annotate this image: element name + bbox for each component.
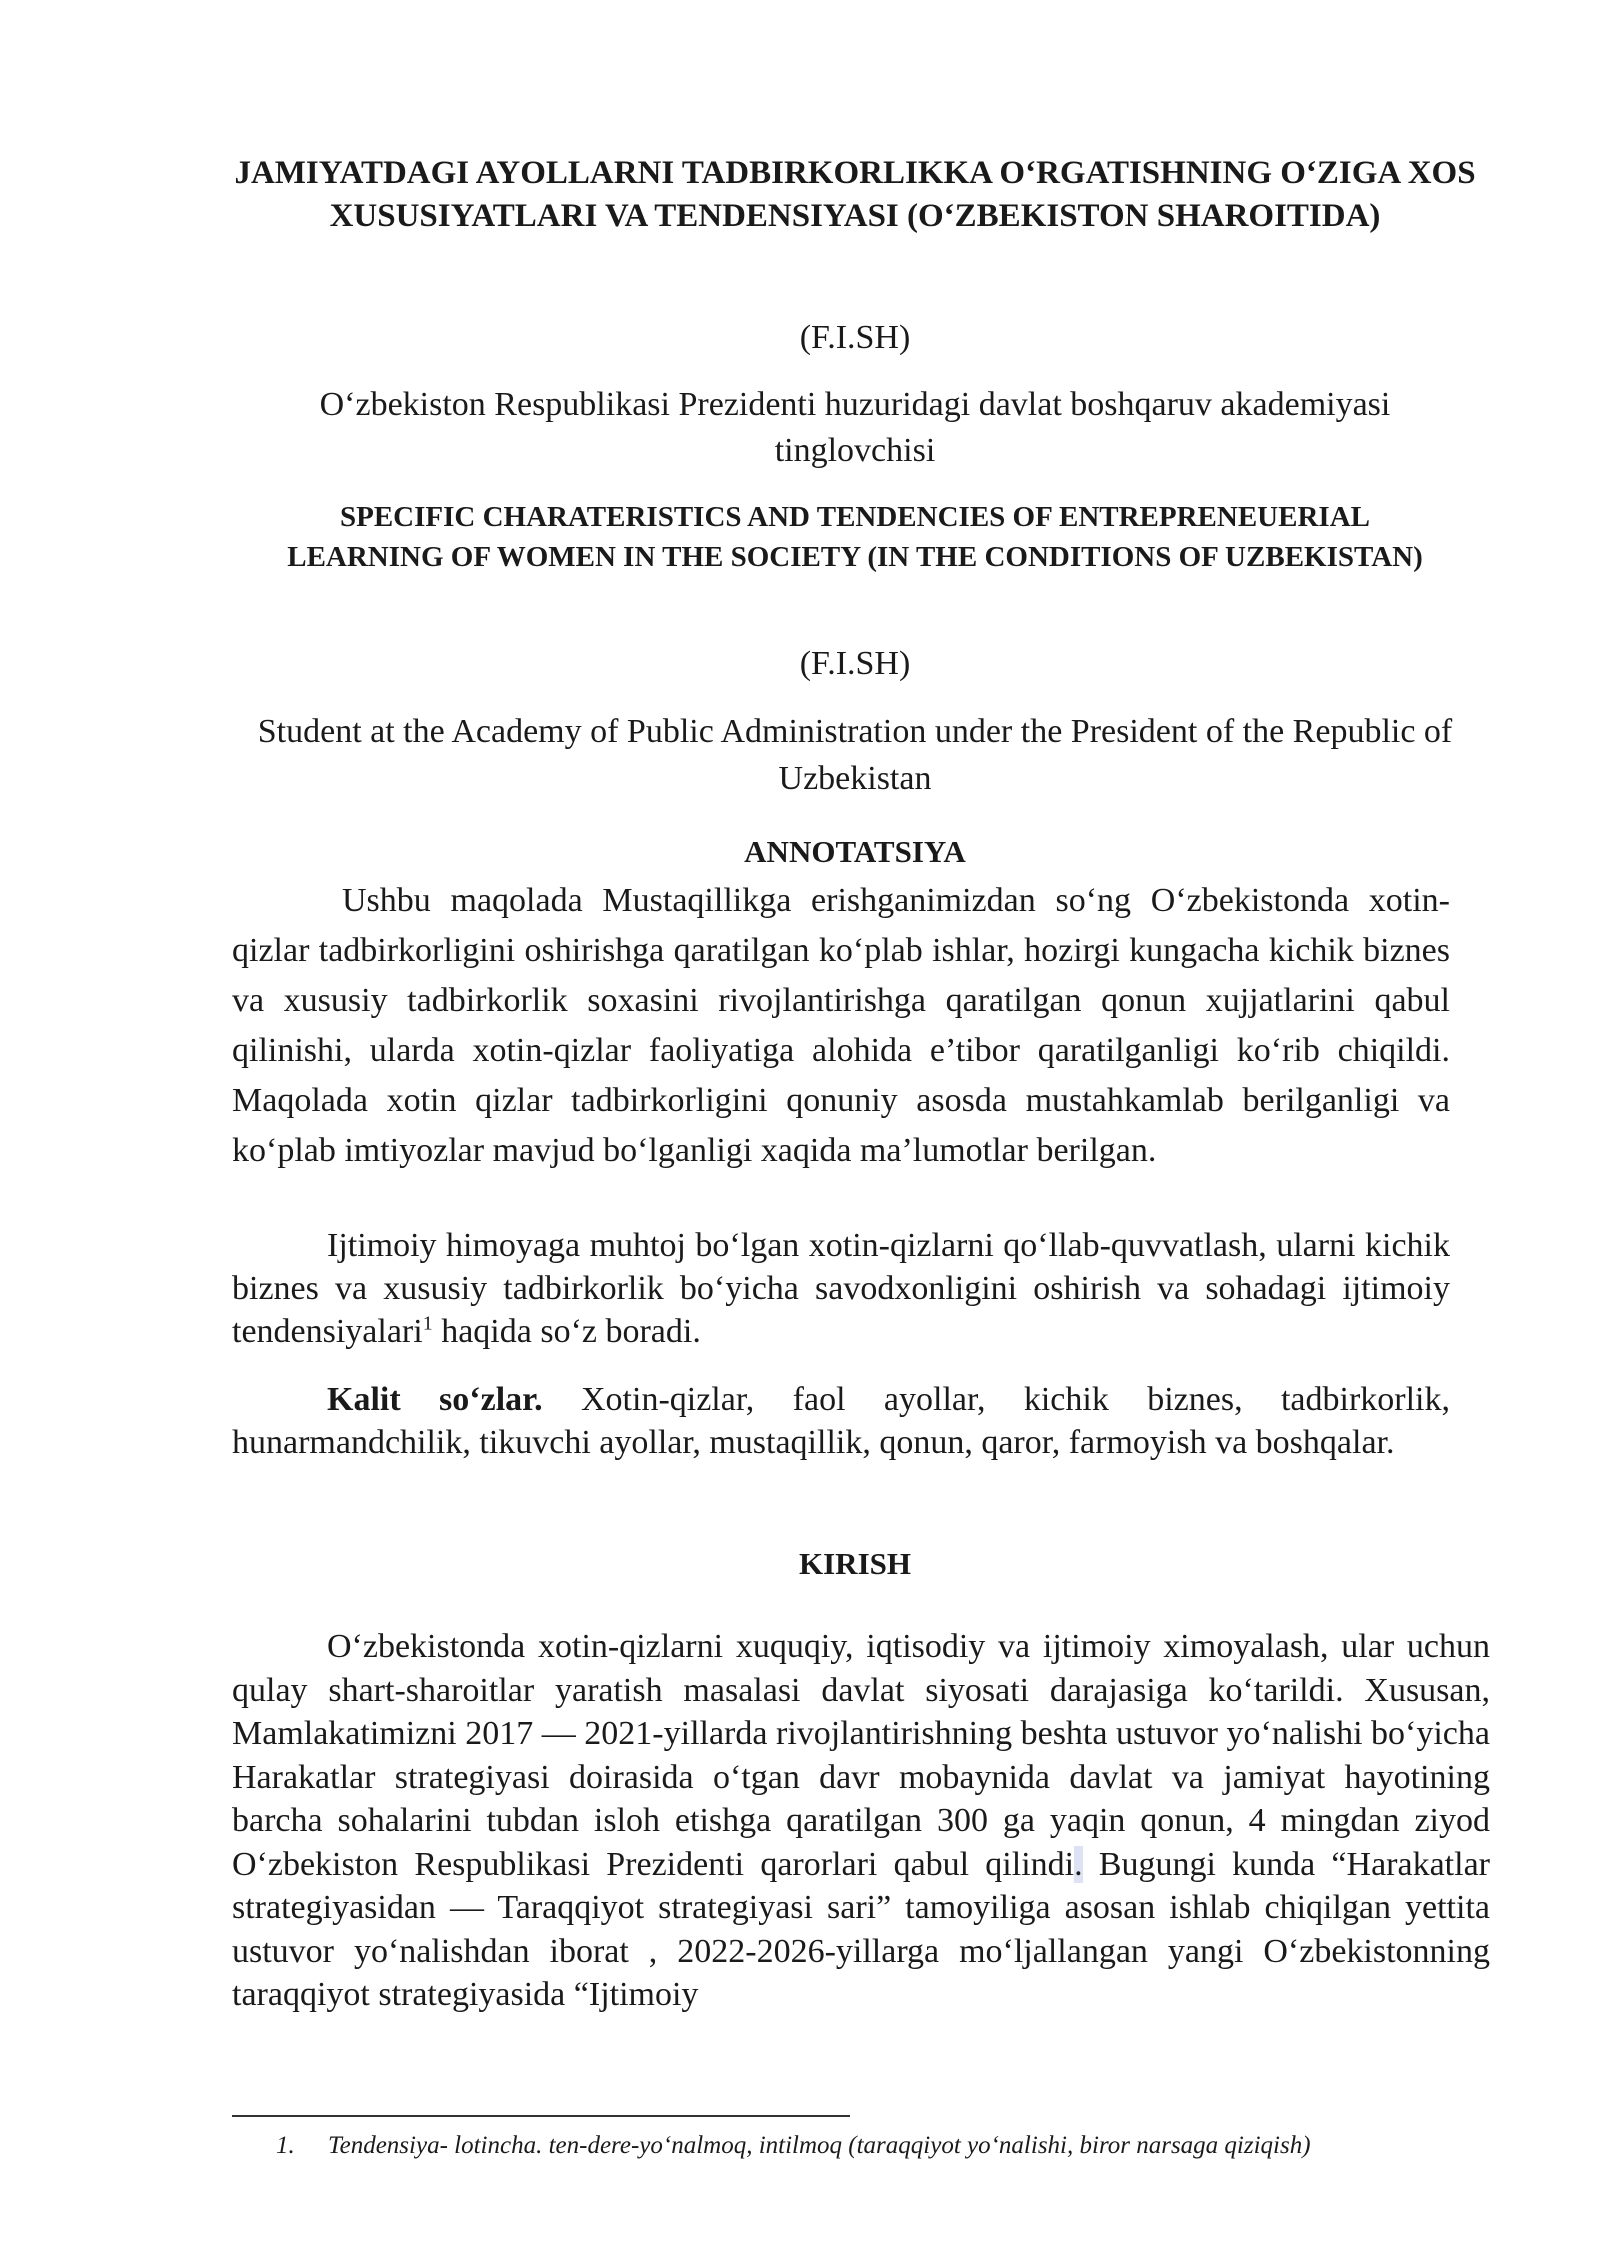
introduction-heading: KIRISH <box>799 1546 911 1581</box>
author-name-uz: (F.I.SH) <box>799 319 911 356</box>
annotation-heading: ANNOTATSIYA <box>744 834 966 869</box>
annotation-paragraph-2-tail: haqida so‘z boradi. <box>432 1313 701 1350</box>
annotation-paragraph-1: Ushbu maqolada Mustaqillikga erishganimizdan so‘ng O‘zbekistonda xotin-qizlar tadbirkorligini oshirishga qaratilgan ko‘plab ishlar, hozirgi kungacha kichik biznes va xususiy tadbirkorlik soxasini rivojlantirishga qaratilgan qonun xujjatlarini qabul qilinishi, ularda xotin-qizlar faoliyatiga alohida e’tibor qaratilganligi ko‘rib chiqildi. Maqolada xotin qizlar tadbirkorligini qonuniy asosda mustahkamlab berilganligi va ko‘plab imtiyozlar mavjud bo‘lganligi xaqida ma’lumotlar berilgan. <box>232 882 1450 1169</box>
footnote-reference[interactable]: 1 <box>422 1312 433 1335</box>
annotation-paragraph-2-text: Ijtimoiy himoyaga muhtoj bo‘lgan xotin-qizlarni qo‘llab-quvvatlash, ularni kichik biznes va xususiy tadbirkorlik bo‘yicha savodxonligini oshirish va sohadagi ijtimoiy tendensiyalari <box>232 1227 1450 1350</box>
keywords-label: Kalit so‘zlar. <box>327 1381 543 1418</box>
text-selection-highlight[interactable]: . <box>1074 1845 1083 1883</box>
footnote-text: Tendensiya- lotincha. ten-dere-yo‘nalmoq, intilmoq (taraqqiyot yo‘nalishi, biror narsaga qiziqish) <box>328 2132 1311 2159</box>
author-affiliation-uz: O‘zbekiston Respublikasi Prezidenti huzuridagi davlat boshqaruv akademiyasi tinglovchisi <box>319 386 1391 469</box>
author-affiliation-en: Student at the Academy of Public Administration under the President of the Republic of Uzbekistan <box>257 713 1453 797</box>
footnote <box>278 2128 1428 2164</box>
annotation-paragraph-2 <box>232 1224 1450 1353</box>
article-title-en: SPECIFIC CHARATERISTICS AND TENDENCIES OF ENTREPRENEUERIAL LEARNING OF WOMEN IN THE SOCIETY (IN THE CONDITIONS OF UZBEKISTAN) <box>287 501 1423 573</box>
introduction-paragraph <box>232 1625 1490 2017</box>
footnote-separator <box>232 2115 850 2117</box>
keywords-paragraph <box>232 1378 1450 1464</box>
introduction-text-part-2: Bugungi kunda “Harakatlar strategiyasidan — Taraqqiyot strategiyasi sari” tamoyiliga asosan ishlab chiqilgan yettita ustuvor yo‘nalishdan iborat , 2022-2026-yillarga mo‘ljallangan yangi O‘zbekistonning taraqqiyot strategiyasida “Ijtimoiy <box>232 1845 1490 2013</box>
article-title-uz: JAMIYATDAGI AYOLLARNI TADBIRKORLIKKA O‘RGATISHNING O‘ZIGA XOS XUSUSIYATLARI VA TENDENSIYASI (O‘ZBEKISTON SHAROITIDA) <box>234 155 1476 234</box>
keywords-text: Xotin-qizlar, faol ayollar, kichik biznes, tadbirkorlik, hunarmandchilik, tikuvchi ayollar, mustaqillik, qonun, qaror, farmoyish va boshqalar. <box>232 1381 1450 1461</box>
introduction-text-part-1: O‘zbekistonda xotin-qizlarni xuquqiy, iqtisodiy va ijtimoiy ximoyalash, ular uchun qulay shart-sharoitlar yaratish masalasi davlat siyosati darajasiga ko‘tarildi. Xususan, Mamlakatimizni 2017 — 2021-yillarda rivojlantirishning beshta ustuvor yo‘nalishi bo‘yicha Harakatlar strategiyasi doirasida o‘tgan davr mobaynida davlat va jamiyat hayotining barcha sohalarini tubdan isloh etishga qaratilgan 300 ga yaqin qonun, 4 mingdan ziyod O‘zbekiston Respublikasi Prezidenti qarorlari qabul qilindi <box>232 1628 1490 1883</box>
footnote-number: 1. <box>276 2132 295 2159</box>
author-name-en: (F.I.SH) <box>799 645 911 682</box>
